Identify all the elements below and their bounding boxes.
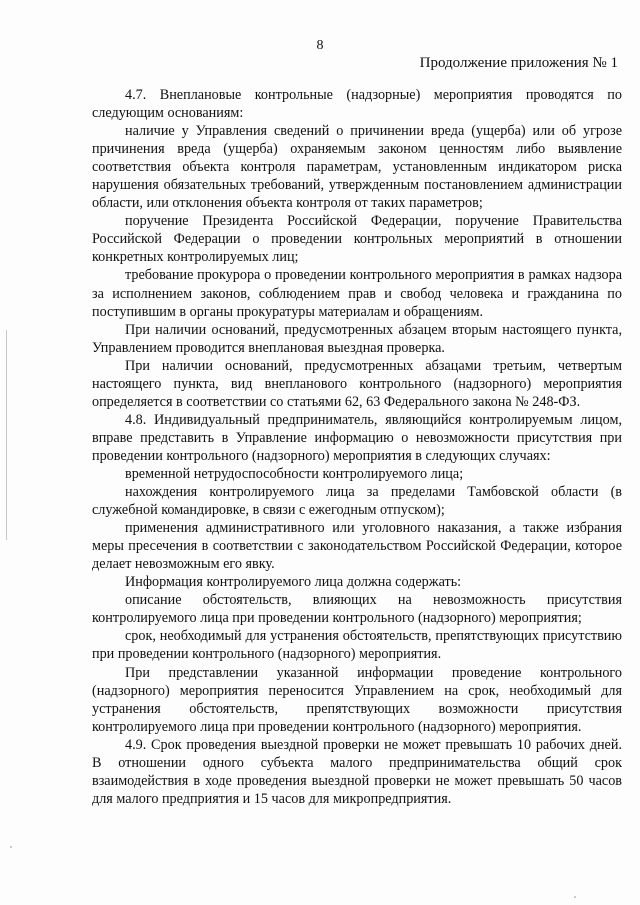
appendix-continuation-label: Продолжение приложения № 1 [419, 55, 618, 71]
paragraph-4-7: 4.7. Внеплановые контрольные (надзорные) мероприятия проводятся по следующим основаниям: [92, 87, 622, 122]
paragraph-ground-prosecutor: требование прокурора о проведении контрольного мероприятия в рамках надзора за исполнением законов, соблюдением прав и свобод человека и гражданина по поступившим в органы прокуратуры материалам и обращениям. [92, 267, 622, 320]
paragraph-info-contents: Информация контролируемого лица должна содержать: [125, 574, 462, 591]
paragraph-inspection-type: При наличии оснований, предусмотренных абзацами третьим, четвертым настоящего пункта, вид внепланового контрольного (надзорного) мероприятия определяется в соответствии со статьями 62, 63 Федерального закона № 248-ФЗ. [92, 357, 622, 410]
paragraph-ground-harm: наличие у Управления сведений о причинении вреда (ущерба) или об угрозе причинения вреда (ущерба) охраняемым законом ценностям либо выявление соответствия объекта контроля параметрам, установленным индикатором риска нарушения обязательных требований, утвержденным постановлением администрации области, или отклонения объекта контроля от таких параметров; [92, 123, 622, 212]
document-body [92, 86, 622, 808]
paragraph-case-disability: временной нетрудоспособности контролируемого лица; [125, 465, 464, 482]
page-number: 8 [316, 38, 324, 53]
scan-edge-mark [6, 330, 7, 540]
paragraph-case-punishment: применения административного или уголовного наказания, а также избрания меры пресечения в соответствии с законодательством Российской Федерации, которое делает невозможным его явку. [92, 520, 622, 573]
paragraph-4-8: 4.8. Индивидуальный предприниматель, являющийся контролируемым лицом, вправе представить в Управление информацию о невозможности присутствия при проведении контрольного (надзорного) мероприятия в следующих случаях: [92, 411, 622, 464]
paragraph-4-9: 4.9. Срок проведения выездной проверки не может превышать 10 рабочих дней. В отношении одного субъекта малого предпринимательства общий срок взаимодействия в ходе проведения выездной проверки не может превышать 50 часов для малого предприятия и 15 часов для микропредприятия. [92, 736, 622, 807]
paragraph-info-description: описание обстоятельств, влияющих на невозможность присутствия контролируемого лица при проведении контрольного (надзорного) мероприятия; [92, 592, 622, 627]
paragraph-case-absence: нахождения контролируемого лица за пределами Тамбовской области (в служебной командировке, в связи с ежегодным отпуском); [92, 484, 622, 519]
scan-speck [574, 896, 576, 898]
paragraph-postponement: При представлении указанной информации проведение контрольного (надзорного) мероприятия переносится Управлением на срок, необходимый для устранения обстоятельств, препятствующих возможности присутствия контролируемого лица при проведении контрольного (надзорного) мероприятия. [92, 664, 622, 735]
scan-speck [10, 846, 12, 848]
paragraph-ground-order: поручение Президента Российской Федерации, поручение Правительства Российской Федерации о проведении контрольных мероприятий в отношении конкретных контролируемых лиц; [92, 213, 622, 266]
paragraph-onsite-inspection: При наличии оснований, предусмотренных абзацем вторым настоящего пункта, Управлением проводится внеплановая выездная проверка. [92, 321, 622, 356]
paragraph-info-term: срок, необходимый для устранения обстоятельств, препятствующих присутствию при проведении контрольного (надзорного) мероприятия. [92, 628, 622, 663]
